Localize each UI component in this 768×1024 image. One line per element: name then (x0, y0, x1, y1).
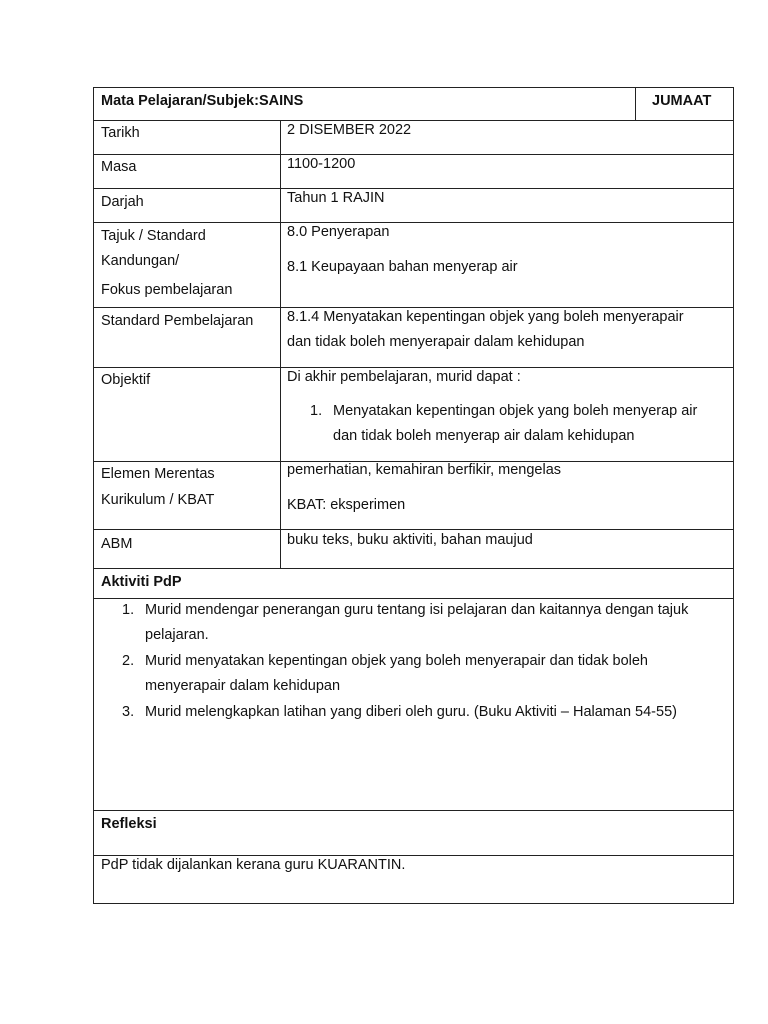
aktiviti-item-number: 2. (122, 653, 135, 669)
row-divider (93, 120, 734, 121)
elemen-label-line: Elemen Merentas (101, 466, 215, 482)
aktiviti-item-line: Murid menyatakan kepentingan objek yang boleh menyerapair dan tidak boleh (145, 653, 648, 669)
objektif-item-line: dan tidak boleh menyerap air dalam kehidupan (333, 428, 635, 444)
objektif-item-number: 1. (310, 403, 323, 419)
tajuk-value-line: 8.1 Keupayaan bahan menyerap air (287, 259, 518, 275)
header-column-divider (635, 87, 636, 120)
row-divider (93, 529, 734, 530)
aktiviti-heading: Aktiviti PdP (101, 574, 182, 590)
objektif-item-line: Menyatakan kepentingan objek yang boleh menyerap air (333, 403, 698, 419)
row-divider (93, 568, 734, 569)
aktiviti-item-line: pelajaran. (145, 627, 209, 643)
column-divider (280, 120, 281, 568)
standard-value-line: 8.1.4 Menyatakan kepentingan objek yang boleh menyerapair (287, 309, 684, 325)
tajuk-label-line: Kandungan/ (101, 253, 180, 269)
darjah-label: Darjah (101, 194, 144, 210)
tajuk-label-line: Tajuk / Standard (101, 228, 206, 244)
row-divider (93, 222, 734, 223)
standard-value-line: dan tidak boleh menyerapair dalam kehidupan (287, 334, 585, 350)
tajuk-value-line: 8.0 Penyerapan (287, 224, 390, 240)
tarikh-label: Tarikh (101, 125, 140, 141)
row-divider (93, 598, 734, 599)
row-divider (93, 154, 734, 155)
standard-label: Standard Pembelajaran (101, 313, 254, 329)
tajuk-label-line: Fokus pembelajaran (101, 282, 233, 298)
objektif-intro: Di akhir pembelajaran, murid dapat : (287, 369, 521, 385)
abm-value: buku teks, buku aktiviti, bahan maujud (287, 532, 533, 548)
darjah-value: Tahun 1 RAJIN (287, 190, 385, 206)
masa-label: Masa (101, 159, 137, 175)
aktiviti-item-line: menyerapair dalam kehidupan (145, 678, 341, 694)
masa-value: 1100-1200 (287, 156, 356, 172)
elemen-label-line: Kurikulum / KBAT (101, 492, 215, 508)
aktiviti-item-line: Murid melengkapkan latihan yang diberi oleh guru. (Buku Aktiviti – Halaman 54-55) (145, 704, 677, 720)
aktiviti-item-number: 3. (122, 704, 135, 720)
elemen-value-line: pemerhatian, kemahiran berfikir, mengelas (287, 462, 562, 478)
subject-heading: Mata Pelajaran/Subjek:SAINS (101, 93, 304, 109)
refleksi-heading: Refleksi (101, 816, 157, 832)
day-heading: JUMAAT (652, 93, 712, 109)
objektif-label: Objektif (101, 372, 151, 388)
abm-label: ABM (101, 536, 133, 552)
elemen-value-line: KBAT: eksperimen (287, 497, 406, 513)
row-divider (93, 810, 734, 811)
row-divider (93, 188, 734, 189)
aktiviti-item-line: Murid mendengar penerangan guru tentang isi pelajaran dan kaitannya dengan tajuk (145, 602, 689, 618)
tarikh-value: 2 DISEMBER 2022 (287, 122, 412, 138)
refleksi-text: PdP tidak dijalankan kerana guru KUARANTIN. (101, 857, 406, 873)
aktiviti-item-number: 1. (122, 602, 135, 618)
